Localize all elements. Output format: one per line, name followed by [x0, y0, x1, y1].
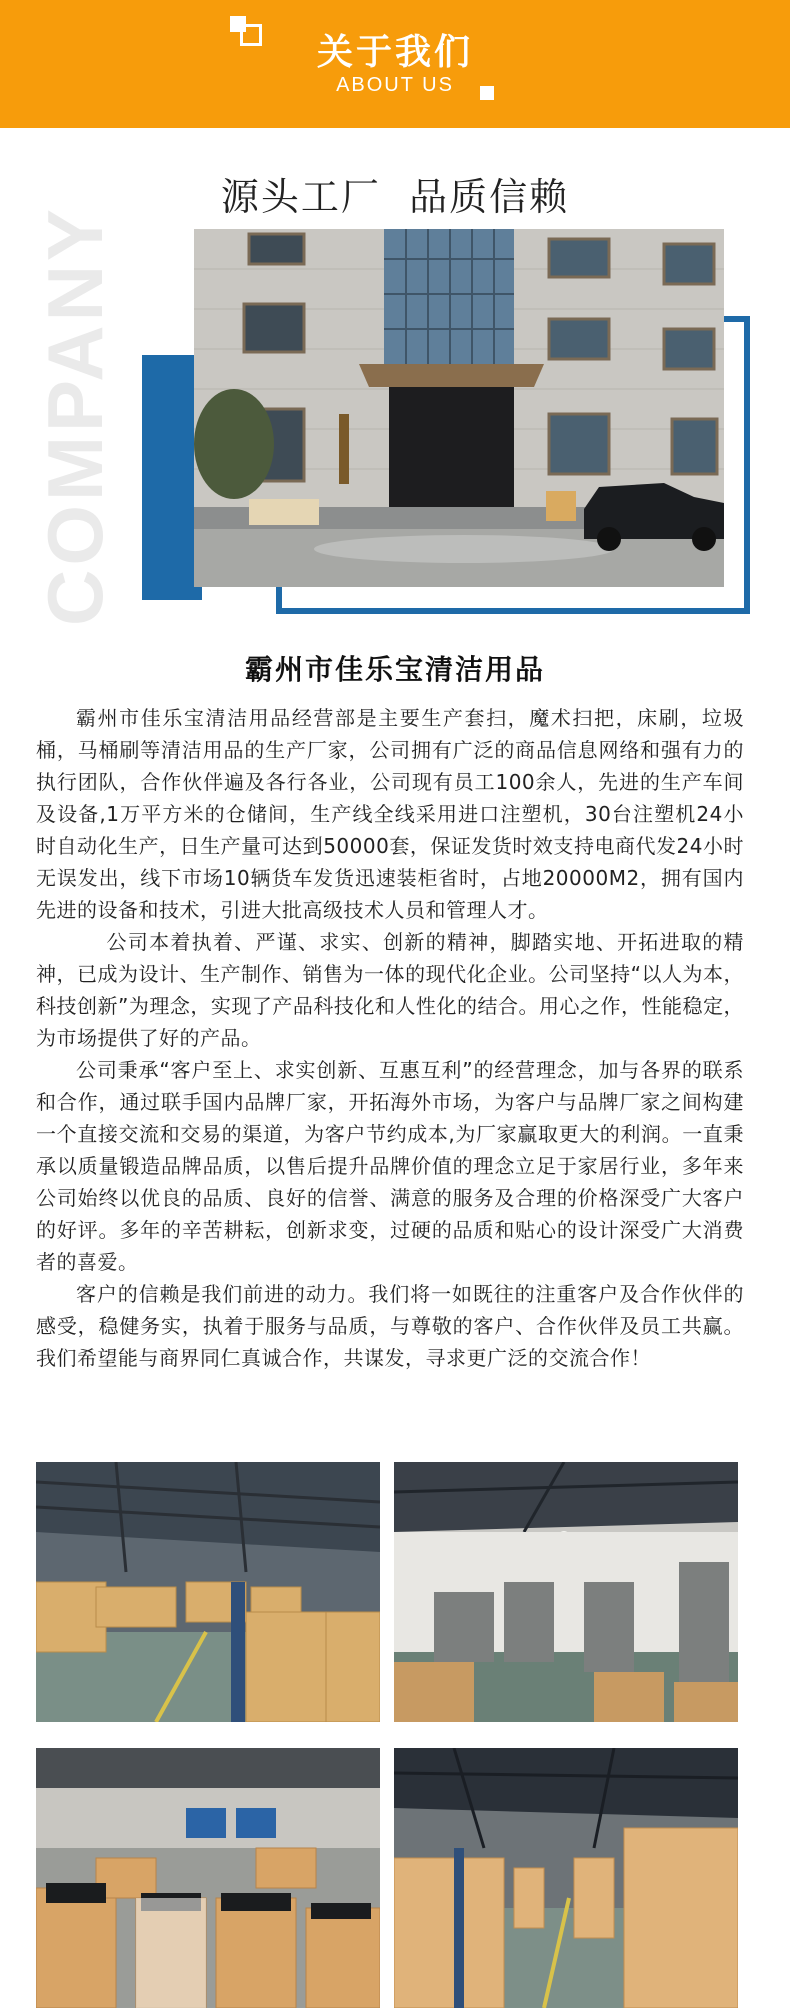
company-name: 霸州市佳乐宝清洁用品: [244, 653, 545, 686]
about-us-banner: [0, 0, 790, 128]
storage-photo: [394, 1748, 738, 2008]
warehouse-photo: [36, 1462, 380, 1722]
square-decoration-icon: [480, 86, 494, 100]
slogan: 源头工厂 品质信赖: [220, 175, 570, 219]
company-introduction: [36, 702, 744, 1374]
workshop-photo: [394, 1462, 738, 1722]
intro-paragraph: 公司秉承“客户至上、求实创新、互惠互利”的经营理念，加与各界的联系和合作，通过联手国内品牌厂家，开拓海外市场，为客户与品牌厂家之间构建一个直接交流和交易的渠道，为客户节约成本,为厂家赢取更大的利润。一直秉承以质量锻造品牌品质，以售后提升品牌价值的理念立足于家居行业，多年来公司始终以优良的品质、良好的信誉、满意的服务及合理的价格深受广大客户的好评。多年的辛苦耕耘，创新求变，过硬的品质和贴心的设计深受广大消费者的喜爱。: [36, 1058, 744, 1274]
intro-paragraph: 客户的信赖是我们前进的动力。我们将一如既往的注重客户及合作伙伴的感受，稳健务实，执着于服务与品质，与尊敬的客户、合作伙伴及员工共赢。我们希望能与商界同仁真诚合作，共谋发，寻求更广泛的交流合作！: [36, 1282, 744, 1370]
blue-accent-block: [142, 355, 202, 600]
company-watermark: COMPANY: [30, 204, 119, 626]
banner-title: 关于我们: [316, 32, 473, 73]
banner-subtitle: ABOUT US: [336, 74, 454, 96]
intro-paragraph: 公司本着执着、严谨、求实、创新的精神，脚踏实地、开拓进取的精神，已成为设计、生产制作、销售为一体的现代化企业。公司坚持“以人为本，科技创新”为理念，实现了产品科技化和人性化的结合。用心之作，性能稳定，为市场提供了好的产品。: [36, 930, 744, 1050]
intro-paragraph: 霸州市佳乐宝清洁用品经营部是主要生产套扫，魔术扫把，床刷，垃圾桶，马桶刷等清洁用品的生产厂家，公司拥有广泛的商品信息网络和强有力的执行团队，合作伙伴遍及各行各业，公司现有员工100余人，先进的生产车间及设备,1万平方米的仓储间，生产线全线采用进口注塑机，30台注塑机24小时自动化生产，日生产量可达到50000套，保证发货时效支持电商代发24小时无误发出，线下市场10辆货车发货迅速装柜省时，占地20000M2，拥有国内先进的设备和技术，引进大批高级技术人员和管理人才。: [36, 706, 744, 922]
factory-building-photo: [194, 229, 724, 587]
production-photo: [36, 1748, 380, 2008]
